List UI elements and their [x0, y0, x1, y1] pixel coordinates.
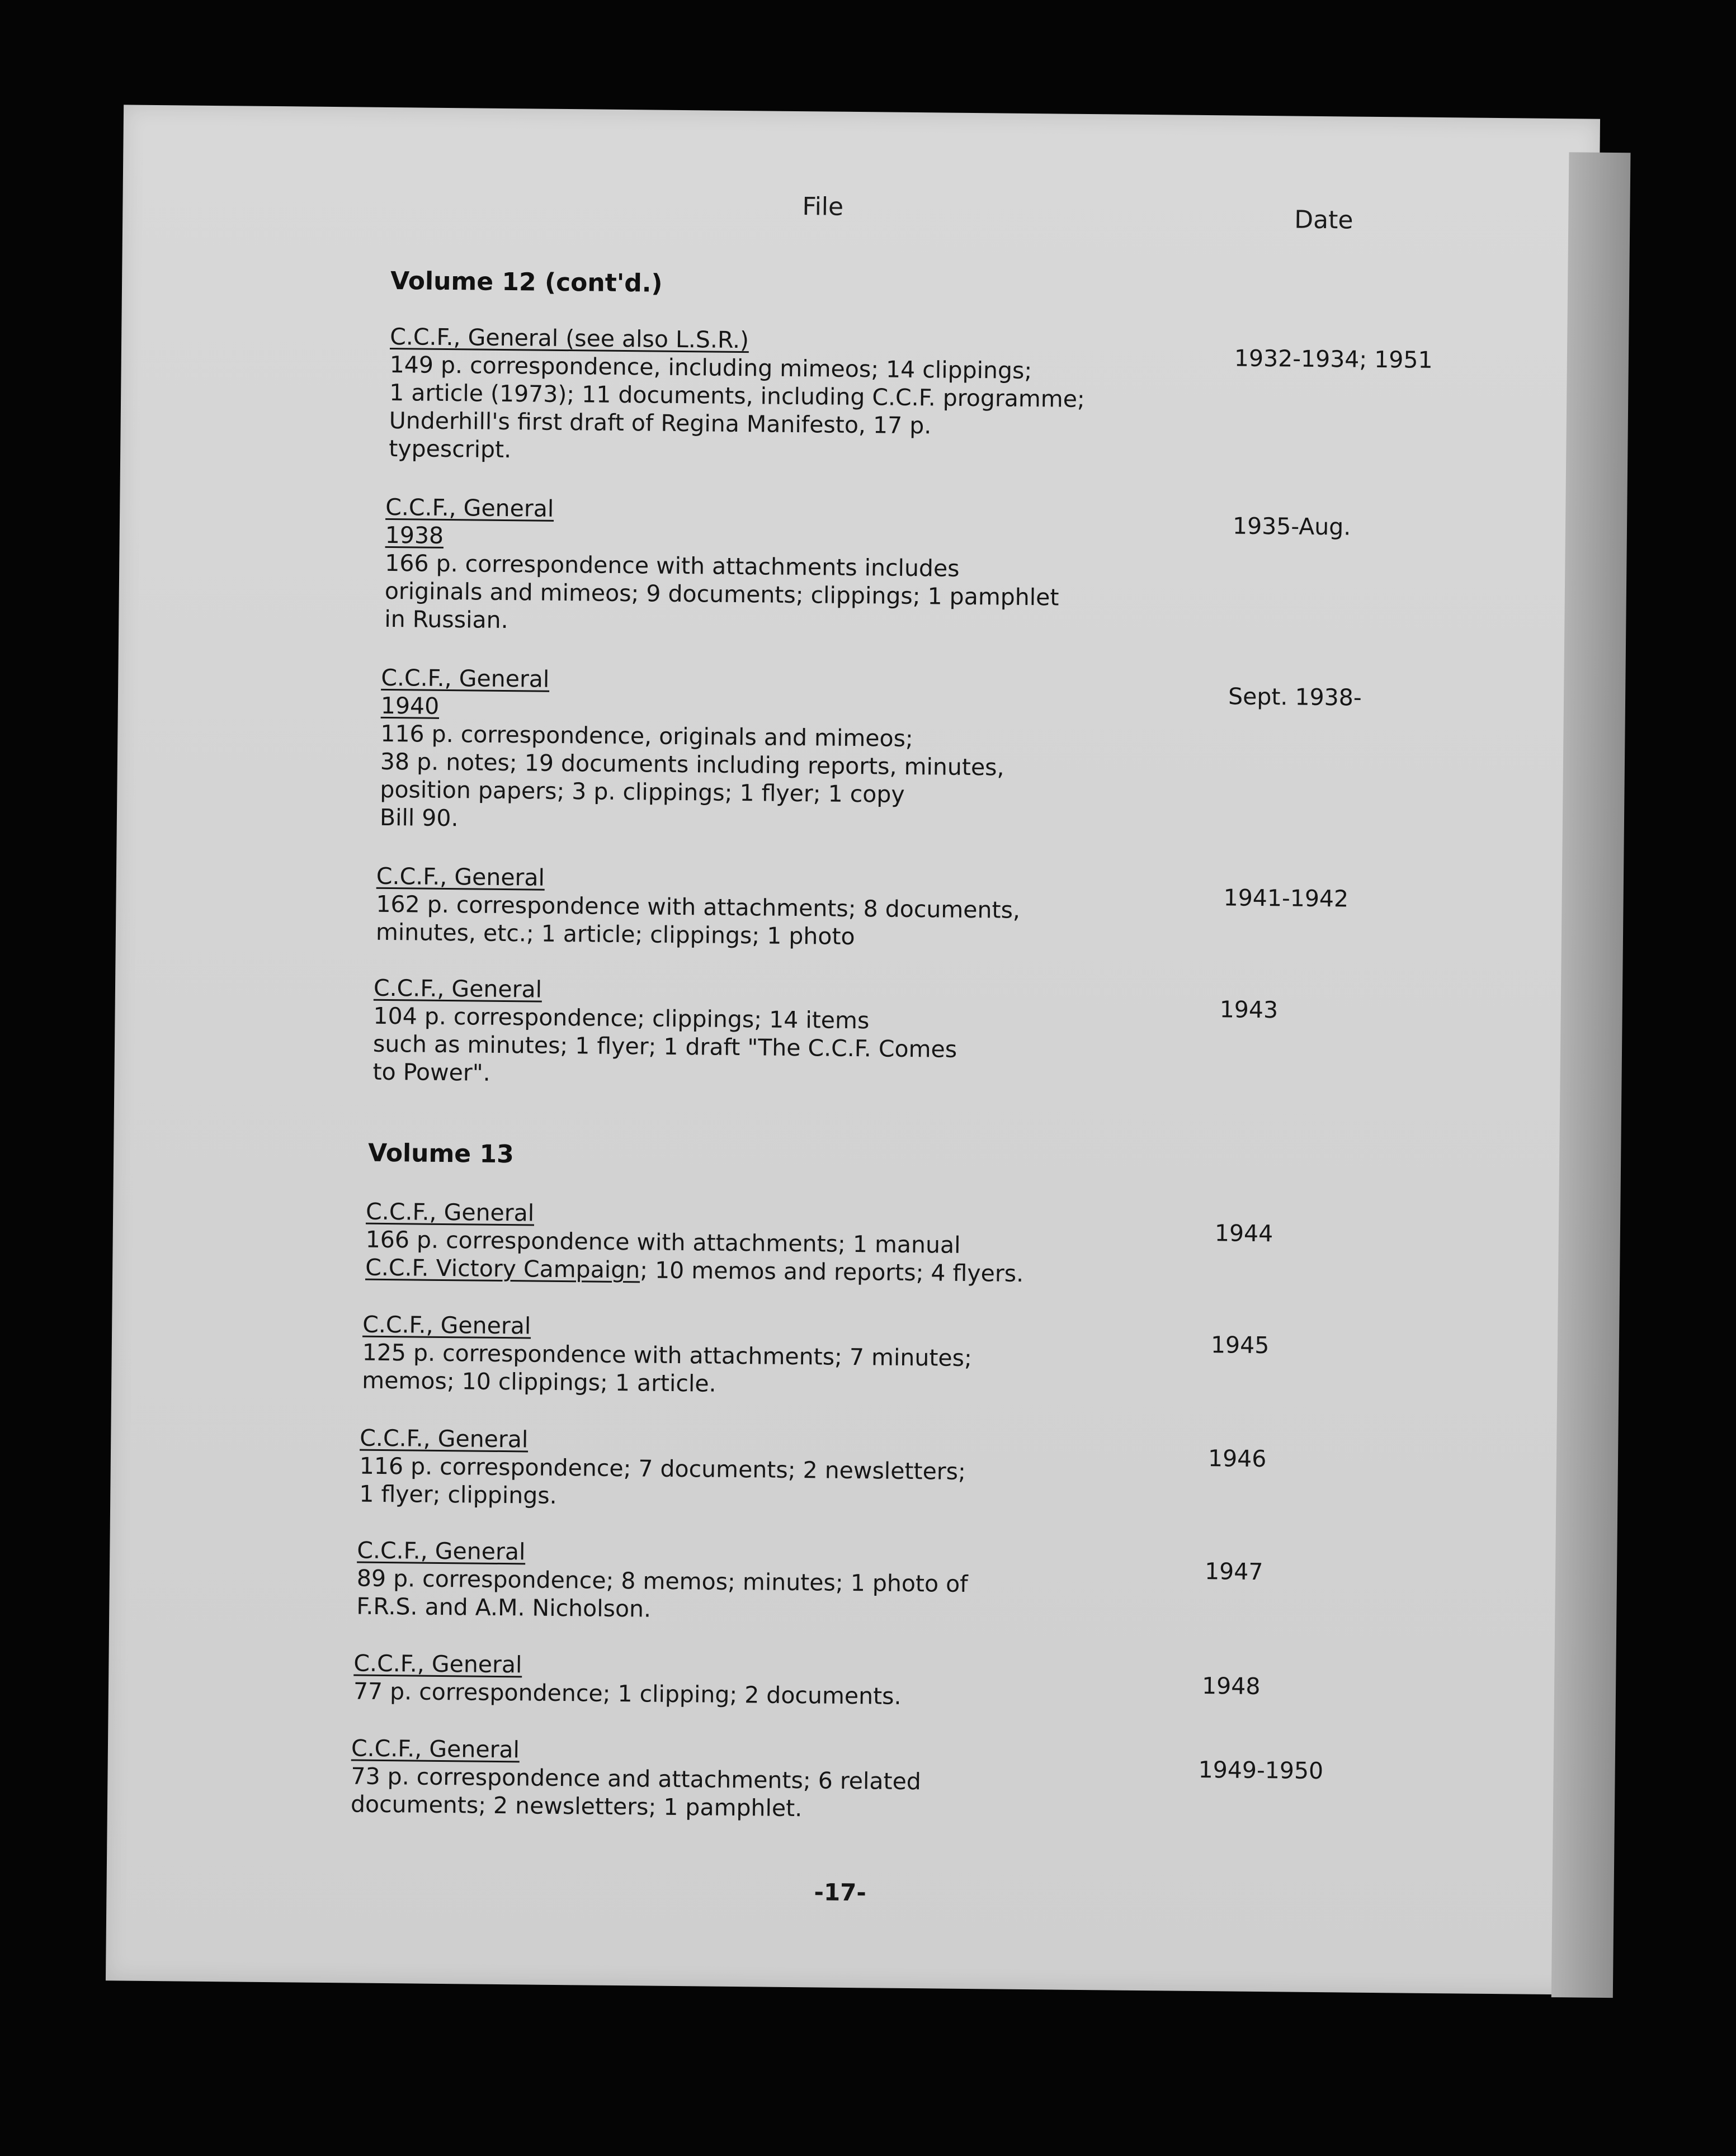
entry-description: 77 p. correspondence; 1 clipping; 2 documents.	[353, 1677, 902, 1710]
entry-description-line: 166 p. correspondence with attachments; 1 manual	[365, 1226, 961, 1259]
entry-title: C.C.F., General	[357, 1536, 526, 1566]
file-entry	[353, 1649, 1193, 1713]
entry-description: 104 p. correspondence; clippings; 14 items such as minutes; 1 flyer; 1 draft "The C.C.F. Comes to Power".	[372, 1002, 957, 1086]
campaign-link: C.C.F. Victory Campaign	[365, 1254, 640, 1284]
entry-date: 1944	[1214, 1219, 1273, 1247]
entry-date: 1949-1950	[1198, 1756, 1324, 1785]
entry-description: 125 p. correspondence with attachments; 7 minutes; memos; 10 clippings; 1 article.	[362, 1339, 973, 1397]
entry-title: C.C.F., General	[385, 493, 554, 522]
file-entry	[376, 862, 1215, 954]
page-edge-shadow	[1551, 152, 1631, 1998]
entry-date: 1945	[1210, 1331, 1270, 1359]
entry-title: C.C.F., General	[360, 1424, 529, 1453]
entry-date: 1935-Aug.	[1232, 512, 1351, 541]
entry-title: C.C.F., General	[353, 1649, 522, 1679]
entry-description: 73 p. correspondence and attachments; 6 related documents; 2 newsletters; 1 pamphlet.	[350, 1762, 922, 1822]
date-column-header: Date	[1294, 205, 1353, 235]
volume-12-heading: Volume 12 (cont'd.)	[390, 267, 663, 298]
entry-year: 1940	[380, 692, 440, 720]
entry-description: 162 p. correspondence with attachments; 8 documents, minutes, etc.; 1 article; clippings; 1 photo	[375, 890, 1021, 951]
entry-date: 1946	[1207, 1445, 1267, 1473]
file-entry	[359, 1424, 1199, 1516]
entry-description: 149 p. correspondence, including mimeos; 14 clippings; 1 article (1973); 11 documents, including C.C.F. programme; Underhill's first draft of Regina Manifesto, 17 p. typescript.	[389, 351, 1085, 464]
entry-description: 89 p. correspondence; 8 memos; minutes; 1 photo of F.R.S. and A.M. Nicholson.	[356, 1564, 968, 1623]
entry-title: C.C.F., General	[362, 1311, 531, 1340]
file-entry	[356, 1536, 1196, 1628]
file-entry	[362, 1311, 1201, 1402]
file-entry	[380, 664, 1220, 839]
volume-13-heading: Volume 13	[367, 1138, 514, 1169]
entry-date: 1932-1934; 1951	[1234, 344, 1433, 373]
entry-description: 116 p. correspondence; 7 documents; 2 newsletters; 1 flyer; clippings.	[359, 1452, 966, 1509]
entry-title: C.C.F., General	[381, 664, 550, 693]
entry-date: 1943	[1219, 996, 1279, 1024]
document-page	[106, 105, 1600, 1994]
file-entry	[372, 974, 1213, 1094]
entry-description: 116 p. correspondence, originals and mimeos; 38 p. notes; 19 documents including reports, minutes, position papers; 3 p. clippings; 1 flyer; 1 copy Bill 90.	[379, 720, 1004, 832]
entry-title: C.C.F., General	[365, 1198, 535, 1227]
entry-date: Sept. 1938-	[1228, 683, 1362, 711]
entry-title: C.C.F., General	[373, 974, 542, 1003]
page-number: -17-	[814, 1878, 867, 1907]
file-column-header: File	[802, 192, 844, 221]
entry-date: 1947	[1204, 1558, 1263, 1586]
entry-description-rest: ; 10 memos and reports; 4 flyers.	[640, 1256, 1024, 1287]
file-entry	[365, 1198, 1205, 1289]
file-entry	[351, 1734, 1190, 1826]
file-entry	[389, 323, 1229, 470]
entry-year: 1938	[385, 521, 444, 549]
entry-description: 166 p. correspondence with attachments includes originals and mimeos; 9 documents; clippings; 1 pamphlet in Russian.	[384, 549, 1059, 634]
entry-title: C.C.F., General (see also L.S.R.)	[389, 323, 749, 354]
entry-date: 1941-1942	[1223, 884, 1349, 912]
file-entry	[384, 493, 1224, 641]
entry-date: 1948	[1201, 1672, 1261, 1700]
entry-title: C.C.F., General	[351, 1734, 520, 1763]
entry-title: C.C.F., General	[376, 862, 545, 891]
